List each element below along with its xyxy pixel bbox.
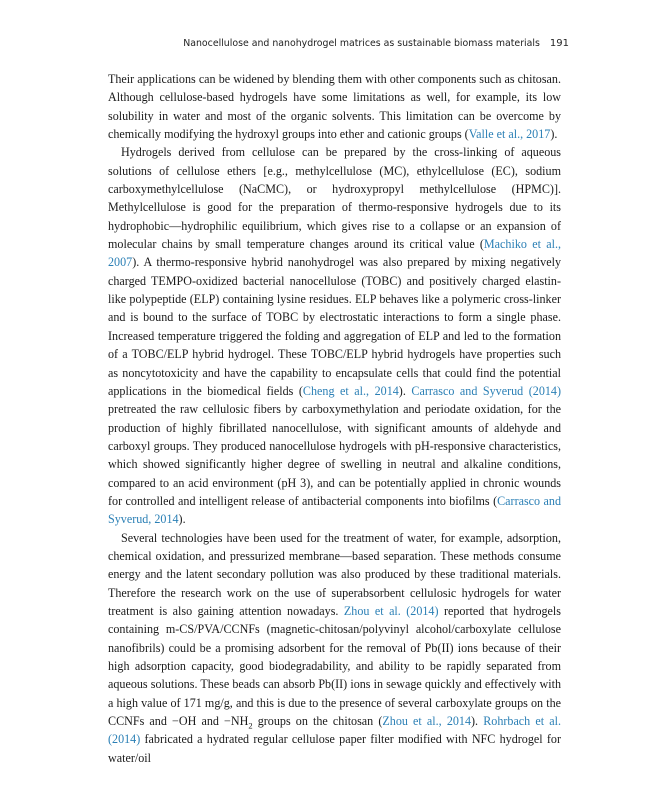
citation-link[interactable]: Zhou et al., 2014: [382, 714, 472, 729]
text-run: ).: [550, 127, 558, 142]
citation-link[interactable]: Carrasco and Syverud, 2014: [108, 493, 561, 527]
paragraph: [108, 143, 561, 528]
citation-link[interactable]: Machiko et al., 2007: [108, 237, 561, 270]
text-run: reported that hydrogels containing m-CS/PVA/CCNFs (magnetic-chitosan/polyvinyl alcohol/carboxylate cellulose nanofibrils) could be a promising adsorbent for the removal of Pb(II) ions because of their high adsorption capacity, good biodegradability, and ability to be rapidly separated from aqueous solutions. These beads can absorb Pb(II) ions in sewage quickly and effectively with a high value of 171 mg/g, and this is due to the presence of several carboxylate groups on the CCNFs and −OH and −NH: [108, 603, 561, 729]
text-run: Hydrogels derived from cellulose can be prepared by the cross-linking of aqueous solutions of cellulose ethers [e.g., methylcellulose (MC), ethylcellulose (EC), sodium carboxymethylcellulose (NaCMC), or hydroxypropyl methylcellulose (HPMC)]. Methylcellulose is good for the preparation of thermo-responsive hydrogels due to its hydrophobic—hydrophilic equilibrium, which gives rise to a collapse or an expansion of molecular chains by small temperature changes around its critical value (: [108, 145, 561, 252]
text-run: ).: [178, 512, 186, 527]
page-number: 191: [549, 38, 569, 49]
citation-link[interactable]: Cheng et al., 2014: [302, 383, 399, 398]
running-header: [108, 38, 569, 49]
text-run: pretreated the raw cellulosic fibers by carboxymethylation and periodate oxidation, for the production of highly fibrillated nanocellulose, with significant amounts of aldehyde and carboxyl groups. They produced nanocellulose hydrogels with pH-responsive characteristics, which showed significantly higher degree of swelling in neutral and alkaline conditions, compared to an acid environment (pH 3), and can be potentially applied in chronic wounds for controlled and intelligent release of antibacterial components into biofilms (: [108, 402, 561, 508]
citation-link[interactable]: Zhou et al. (2014): [343, 603, 439, 618]
paragraph: [108, 70, 561, 143]
citation-link[interactable]: Rohrbach et al. (2014): [108, 714, 561, 747]
text-run: ).: [398, 383, 412, 398]
text-run: groups on the chitosan (: [252, 714, 383, 729]
text-run: ). A thermo-responsive hybrid nanohydrogel was also prepared by mixing negatively charged TEMPO-oxidized bacterial nanocellulose (TOBC) and positively charged elastin-like polypeptide (ELP) containing lysine residues. ELP behaves like a polymeric cross-linker and is bound to the surface of TOBC by electrostatic interactions to form a single phase. Increased temperature triggered the folding and aggregation of ELP and led to the formation of a TOBC/ELP hybrid hydrogel. These TOBC/ELP hybrid hydrogels have properties such as noncytotoxicity and have the capability to encapsulate cells that could find the potential applications in the biomedical fields (: [108, 255, 561, 398]
citation-link[interactable]: Valle et al., 2017: [468, 127, 551, 142]
text-run: Their applications can be widened by blending them with other components such as chitosan. Although cellulose-based hydrogels have some limitations as well, for example, its low solubility in water and most of the organic solvents. This limitation can be overcome by chemically modifying the hydroxyl groups into ether and cationic groups (: [108, 72, 561, 142]
paragraph: [108, 529, 561, 767]
text-run: ).: [471, 714, 484, 729]
citation-link[interactable]: Carrasco and Syverud (2014): [411, 383, 561, 398]
running-title: Nanocellulose and nanohydrogel matrices as sustainable biomass materials: [183, 38, 540, 49]
body-text: [108, 70, 561, 767]
text-run: fabricated a hydrated regular cellulose paper filter modified with NFC hydrogel for water/oil: [108, 732, 561, 765]
subscript: 2: [248, 720, 253, 731]
text-run: Several technologies have been used for the treatment of water, for example, adsorption, chemical oxidation, and pressurized membrane—based separation. These methods consume energy and the latent secondary pollution was also produced by these traditional materials. Therefore the research work on the use of superabsorbent cellulosic hydrogels for water treatment is also gaining attention nowadays.: [108, 530, 561, 618]
